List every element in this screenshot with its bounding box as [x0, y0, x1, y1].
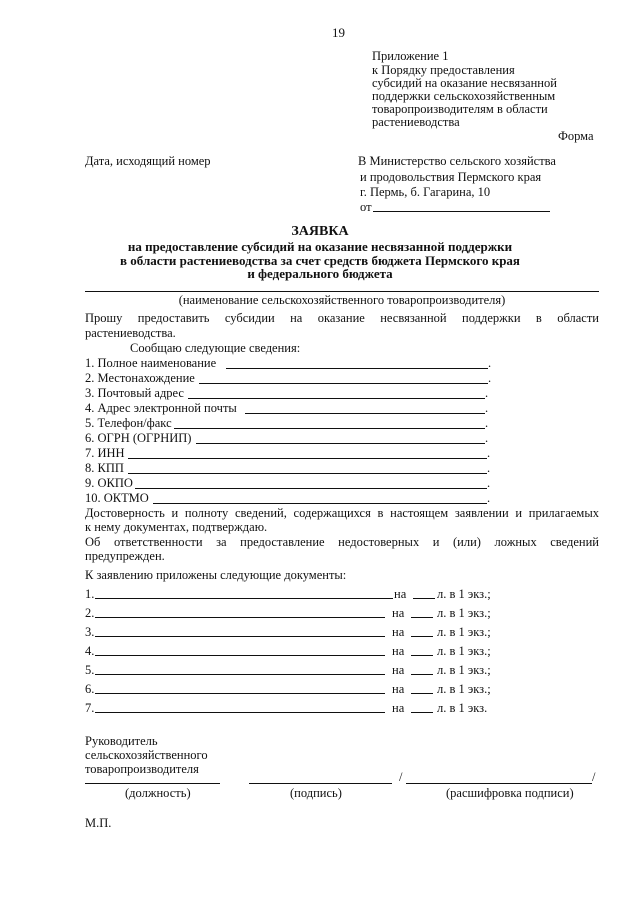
- field-line-ogrn[interactable]: [196, 443, 485, 444]
- field-line-oktmo[interactable]: [153, 503, 487, 504]
- head-line-2: сельскохозяйственного: [85, 748, 208, 762]
- field-line-okpo[interactable]: [135, 488, 487, 489]
- document-pages-line[interactable]: [411, 636, 433, 637]
- document-number: 5.: [85, 663, 95, 677]
- confirm-line-2: к нему документах, подтверждаю.: [85, 520, 268, 534]
- field-label-kpp: 8. КПП: [85, 461, 124, 475]
- document-number: 1.: [85, 587, 95, 601]
- field-line-postal-address[interactable]: [188, 398, 485, 399]
- document-copies: л. в 1 экз.;: [437, 625, 491, 639]
- title-line-1: на предоставление субсидий на оказание несвязанной поддержки: [127, 239, 513, 254]
- field-line-location[interactable]: [199, 383, 488, 384]
- signature-caption: (подпись): [290, 786, 342, 800]
- document-copies: л. в 1 экз.;: [437, 644, 491, 658]
- document-name-line[interactable]: [95, 617, 385, 618]
- field-label-ogrn: 6. ОГРН (ОГРНИП): [85, 431, 192, 445]
- document-na: на: [392, 606, 405, 620]
- document-name-line[interactable]: [95, 636, 385, 637]
- from-label: от: [360, 200, 372, 214]
- position-caption: (должность): [125, 786, 191, 800]
- field-line-kpp[interactable]: [128, 473, 487, 474]
- field-label-inn: 7. ИНН: [85, 446, 125, 460]
- warning-line-1: Об ответственности за предоставление недостоверных и (или) ложных сведений: [85, 535, 599, 549]
- addressee-line-3: г. Пермь, б. Гагарина, 10: [360, 185, 491, 199]
- from-field-line[interactable]: [373, 211, 550, 212]
- appendix-line-3: субсидий на оказание несвязанной: [372, 76, 557, 90]
- document-pages-line[interactable]: [411, 655, 433, 656]
- document-number: 6.: [85, 682, 95, 696]
- document-pages-line[interactable]: [411, 712, 433, 713]
- document-na: на: [392, 701, 405, 715]
- signature-line[interactable]: [249, 783, 392, 784]
- document-name-line[interactable]: [95, 693, 385, 694]
- appendix-line-1: Приложение 1: [372, 49, 449, 63]
- field-label-email: 4. Адрес электронной почты: [85, 401, 237, 415]
- request-line-1: Прошу предоставить субсидии на оказание несвязанной поддержки в области: [85, 311, 599, 325]
- field-label-phone-fax: 5. Телефон/факс: [85, 416, 172, 430]
- document-na: на: [394, 587, 407, 601]
- document-number: 3.: [85, 625, 95, 639]
- head-line-1: Руководитель: [85, 734, 158, 748]
- document-copies: л. в 1 экз.;: [437, 606, 491, 620]
- field-label-location: 2. Местонахождение: [85, 371, 195, 385]
- page-number: 19: [332, 25, 345, 40]
- appendix-line-4: поддержки сельскохозяйственным: [372, 89, 556, 103]
- documents-intro: К заявлению приложены следующие документы:: [85, 568, 347, 582]
- decoding-caption: (расшифровка подписи): [446, 786, 574, 800]
- document-number: 4.: [85, 644, 95, 658]
- document-copies: л. в 1 экз.;: [437, 587, 491, 601]
- document-name-line[interactable]: [95, 598, 393, 599]
- appendix-line-5: товаропроизводителям в области: [372, 102, 548, 116]
- document-pages-line[interactable]: [411, 674, 433, 675]
- head-line-3: товаропроизводителя: [85, 762, 199, 776]
- document-number: 2.: [85, 606, 95, 620]
- addressee-line-1: В Министерство сельского хозяйства: [358, 154, 556, 168]
- field-line-full-name[interactable]: [226, 368, 488, 369]
- request-line-2: растениеводства.: [85, 326, 176, 340]
- producer-name-line[interactable]: [85, 291, 599, 292]
- info-intro: Сообщаю следующие сведения:: [130, 341, 301, 355]
- appendix-line-6: растениеводства: [372, 115, 460, 129]
- title-line-2: в области растениеводства за счет средств бюджета Пермского края: [120, 253, 520, 268]
- producer-caption: (наименование сельскохозяйственного товаропроизводителя): [178, 293, 506, 307]
- document-pages-line[interactable]: [413, 598, 435, 599]
- document-name-line[interactable]: [95, 655, 385, 656]
- field-line-inn[interactable]: [128, 458, 487, 459]
- document-title: ЗАЯВКА: [291, 224, 349, 239]
- slash-left: /: [399, 770, 403, 784]
- field-label-full-name: 1. Полное наименование: [85, 356, 217, 370]
- field-line-email[interactable]: [245, 413, 485, 414]
- document-pages-line[interactable]: [411, 693, 433, 694]
- document-copies: л. в 1 экз.;: [437, 663, 491, 677]
- date-number-label: Дата, исходящий номер: [85, 154, 211, 168]
- document-na: на: [392, 663, 405, 677]
- field-label-postal-address: 3. Почтовый адрес: [85, 386, 184, 400]
- slash-right: /: [592, 770, 596, 784]
- field-label-okpo: 9. ОКПО: [85, 476, 133, 490]
- document-pages-line[interactable]: [411, 617, 433, 618]
- field-label-oktmo: 10. ОКТМО: [85, 491, 149, 505]
- document-na: на: [392, 682, 405, 696]
- field-line-phone-fax[interactable]: [174, 428, 485, 429]
- addressee-line-2: и продовольствия Пермского края: [360, 170, 542, 184]
- document-na: на: [392, 625, 405, 639]
- document-na: на: [392, 644, 405, 658]
- document-copies: л. в 1 экз.;: [437, 682, 491, 696]
- form-label: Форма: [558, 129, 594, 143]
- title-line-3: и федерального бюджета: [247, 266, 393, 281]
- document-name-line[interactable]: [95, 712, 385, 713]
- appendix-line-2: к Порядку предоставления: [372, 63, 515, 77]
- document-copies: л. в 1 экз.: [437, 701, 488, 715]
- stamp-label: М.П.: [85, 816, 112, 830]
- document-number: 7.: [85, 701, 95, 715]
- document-name-line[interactable]: [95, 674, 385, 675]
- decoding-line[interactable]: [406, 783, 592, 784]
- position-line[interactable]: [85, 783, 220, 784]
- warning-line-2: предупрежден.: [85, 549, 165, 563]
- confirm-line-1: Достоверность и полноту сведений, содержащихся в настоящем заявлении и прилагаемых: [85, 506, 599, 520]
